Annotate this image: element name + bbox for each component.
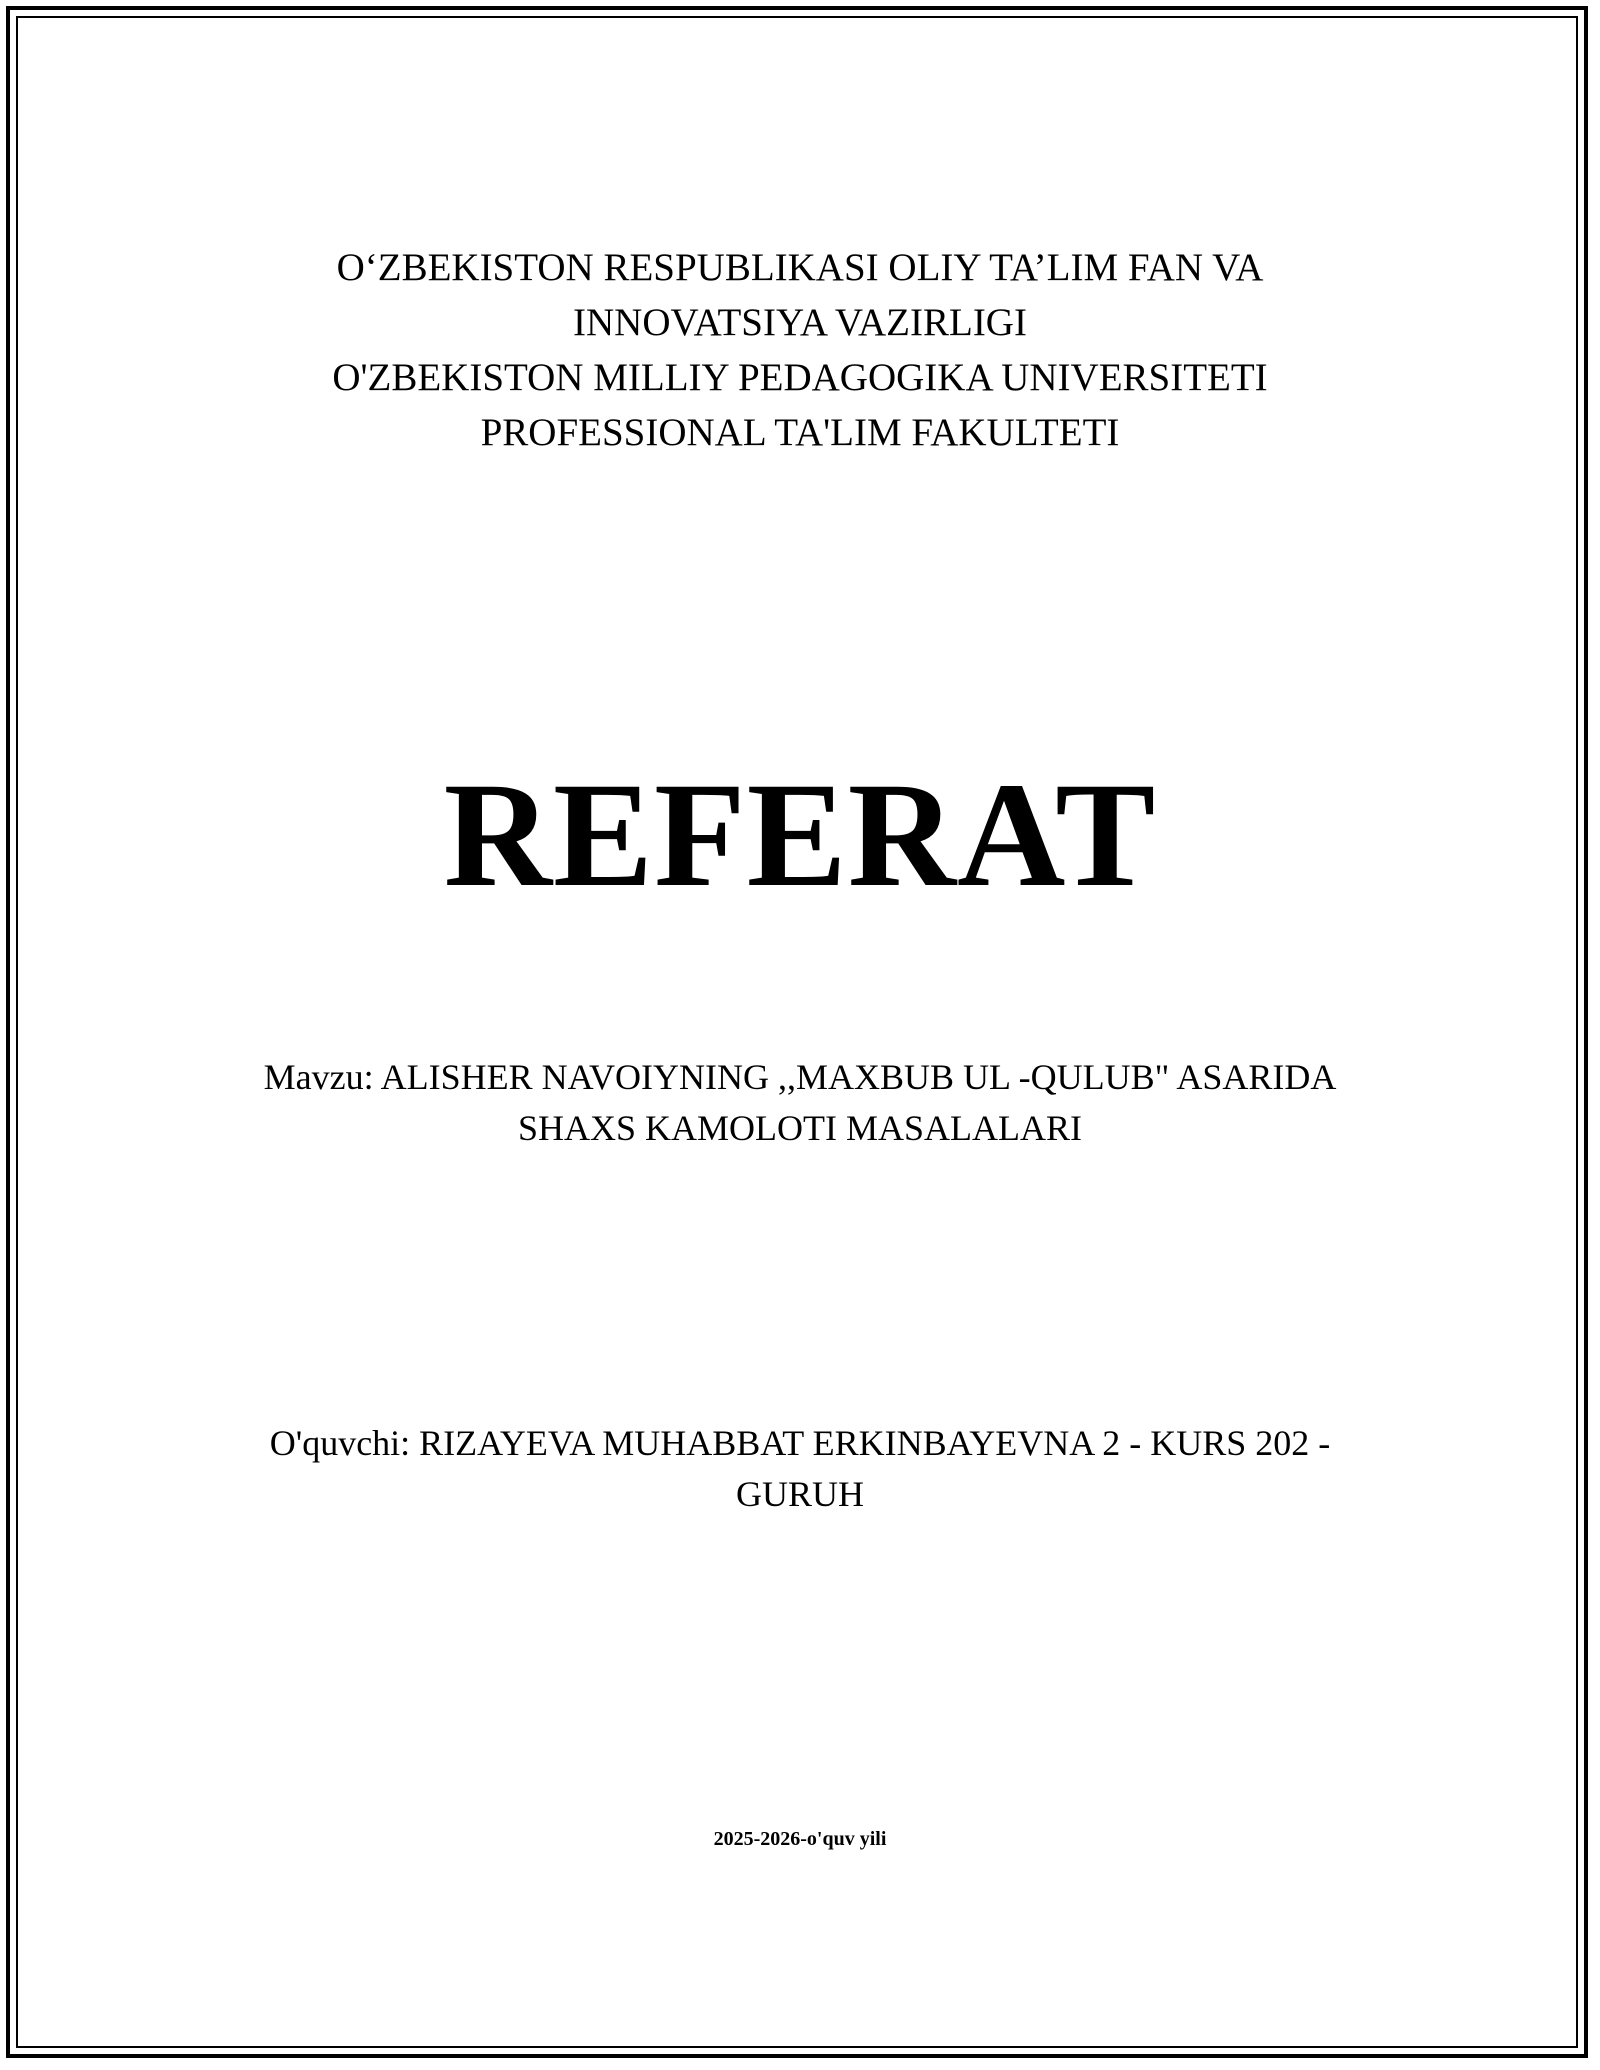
document-title: REFERAT: [443, 752, 1157, 918]
student-line-2: GURUH: [735, 1474, 864, 1514]
institution-header: [0, 240, 1600, 460]
university-name: O'ZBEKISTON MILLIY PEDAGOGIKA UNIVERSITETI: [332, 356, 1268, 399]
student-block: [0, 1418, 1600, 1520]
topic-line-1: Mavzu: ALISHER NAVOIYNING ,,MAXBUB UL -QULUB" ASARIDA: [263, 1057, 1337, 1097]
student-line-1: O'quvchi: RIZAYEVA MUHABBAT ERKINBAYEVNA 2 - KURS 202 -: [269, 1423, 1331, 1463]
topic-block: [0, 1052, 1600, 1154]
academic-year: 2025-2026-o'quv yili: [713, 1828, 887, 1850]
topic-line-2: SHAXS KAMOLOTI MASALALARI: [517, 1108, 1082, 1148]
faculty-name: PROFESSIONAL TA'LIM FAKULTETI: [480, 411, 1120, 454]
ministry-line-1: O‘ZBEKISTON RESPUBLIKASI OLIY TA’LIM FAN VA: [336, 246, 1264, 289]
ministry-line-2: INNOVATSIYA VAZIRLIGI: [573, 301, 1027, 344]
